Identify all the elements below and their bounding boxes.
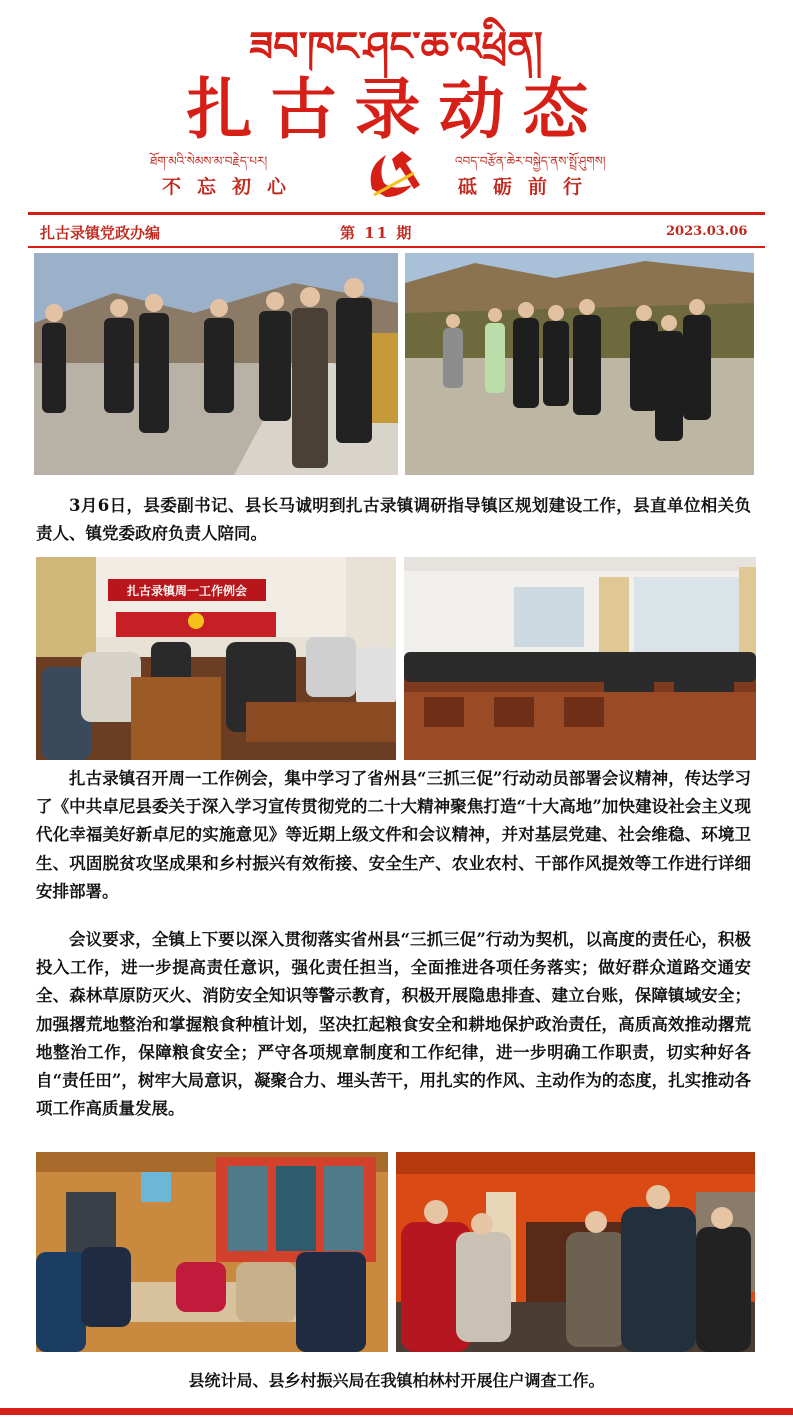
photo-household-survey-outdoor [396,1152,755,1352]
footer-rule [0,1408,793,1415]
caption-field-visit: 3月6日，县委副书记、县长马诚明到扎古录镇调研指导镇区规划建设工作，县直单位相关负责人、镇党委政府负责人陪同。 [36,496,751,544]
issue-number: 第 11 期 [340,224,414,242]
party-emblem-icon [362,145,426,201]
photo-weekly-meeting-front [36,557,396,760]
newsletter-title: 扎古录动态 [186,71,607,148]
issue-bar [0,218,793,246]
photo-weekly-meeting-back [404,557,756,760]
slogan-left-tibetan: ཐོག་མའི་སེམས་མ་བརྗེད་པར། [150,154,268,168]
slogan-right-tibetan: འབད་བརྩོན་ཆེར་བསྐྱེད་ནས་སྤྲོ་ཤུགས། [455,154,606,168]
header-rule-bottom [28,246,765,248]
issue-date: 2023.03.06 [666,224,748,239]
photo-field-visit-road [34,253,398,475]
header-rule-top [28,212,765,215]
caption-household-survey: 县统计局、县乡村振兴局在我镇柏林村开展住户调查工作。 [188,1371,605,1390]
issue-editor: 扎古录镇党政办编 [40,224,161,242]
photo-field-visit-site [405,253,754,475]
photo-household-survey-indoor [36,1152,388,1352]
paragraph-meeting-requirements: 会议要求，全镇上下要以深入贯彻落实省州县“三抓三促”行动为契机，以高度的责任心，积极投入工作，进一步提高责任意识，强化责任担当，全面推进各项任务落实；做好群众道路交通安全、森林草原防灭火、消防安全知识等警示教育，积极开展隐患排查、建立台账，保障镇域安全；加强撂荒地整治和掌握粮食种植计划，坚决扛起粮食安全和耕地保护政治责任，高质高效推动撂荒地整治工作，保障粮食安全；严守各项规章制度和工作纪律，进一步明确工作职责，切实种好各自“责任田”，树牢大局意识，凝聚合力、埋头苦干，用扎实的作风、主动作为的态度，扎实推动各项工作高质量发展。 [36,930,751,1119]
tibetan-title [0,6,793,78]
svg-text:ཟབ་ཁང་ཤང་ཆ་འཕྲིན།: ཟབ་ཁང་ཤང་ཆ་འཕྲིན། [249,24,543,70]
slogan-right: 砥砺前行 [458,176,599,198]
paragraph-weekly-meeting: 扎古录镇召开周一工作例会，集中学习了省州县“三抓三促”行动动员部署会议精神，传达学习了《中共卓尼县委关于深入学习宣传贯彻党的二十大精神聚焦打造“十大高地”加快建设社会主义现代化幸福美好新卓尼的实施意见》等近期上级文件和会议精神，并对基层党建、社会维稳、环境卫生、巩固脱贫攻坚成果和乡村振兴有效衔接、安全生产、农业农村、干部作风提效等工作进行详细安排部署。 [36,769,751,901]
slogan-left: 不忘初心 [162,176,303,198]
meeting-banner-text: 扎古录镇周一工作例会 [126,584,248,598]
